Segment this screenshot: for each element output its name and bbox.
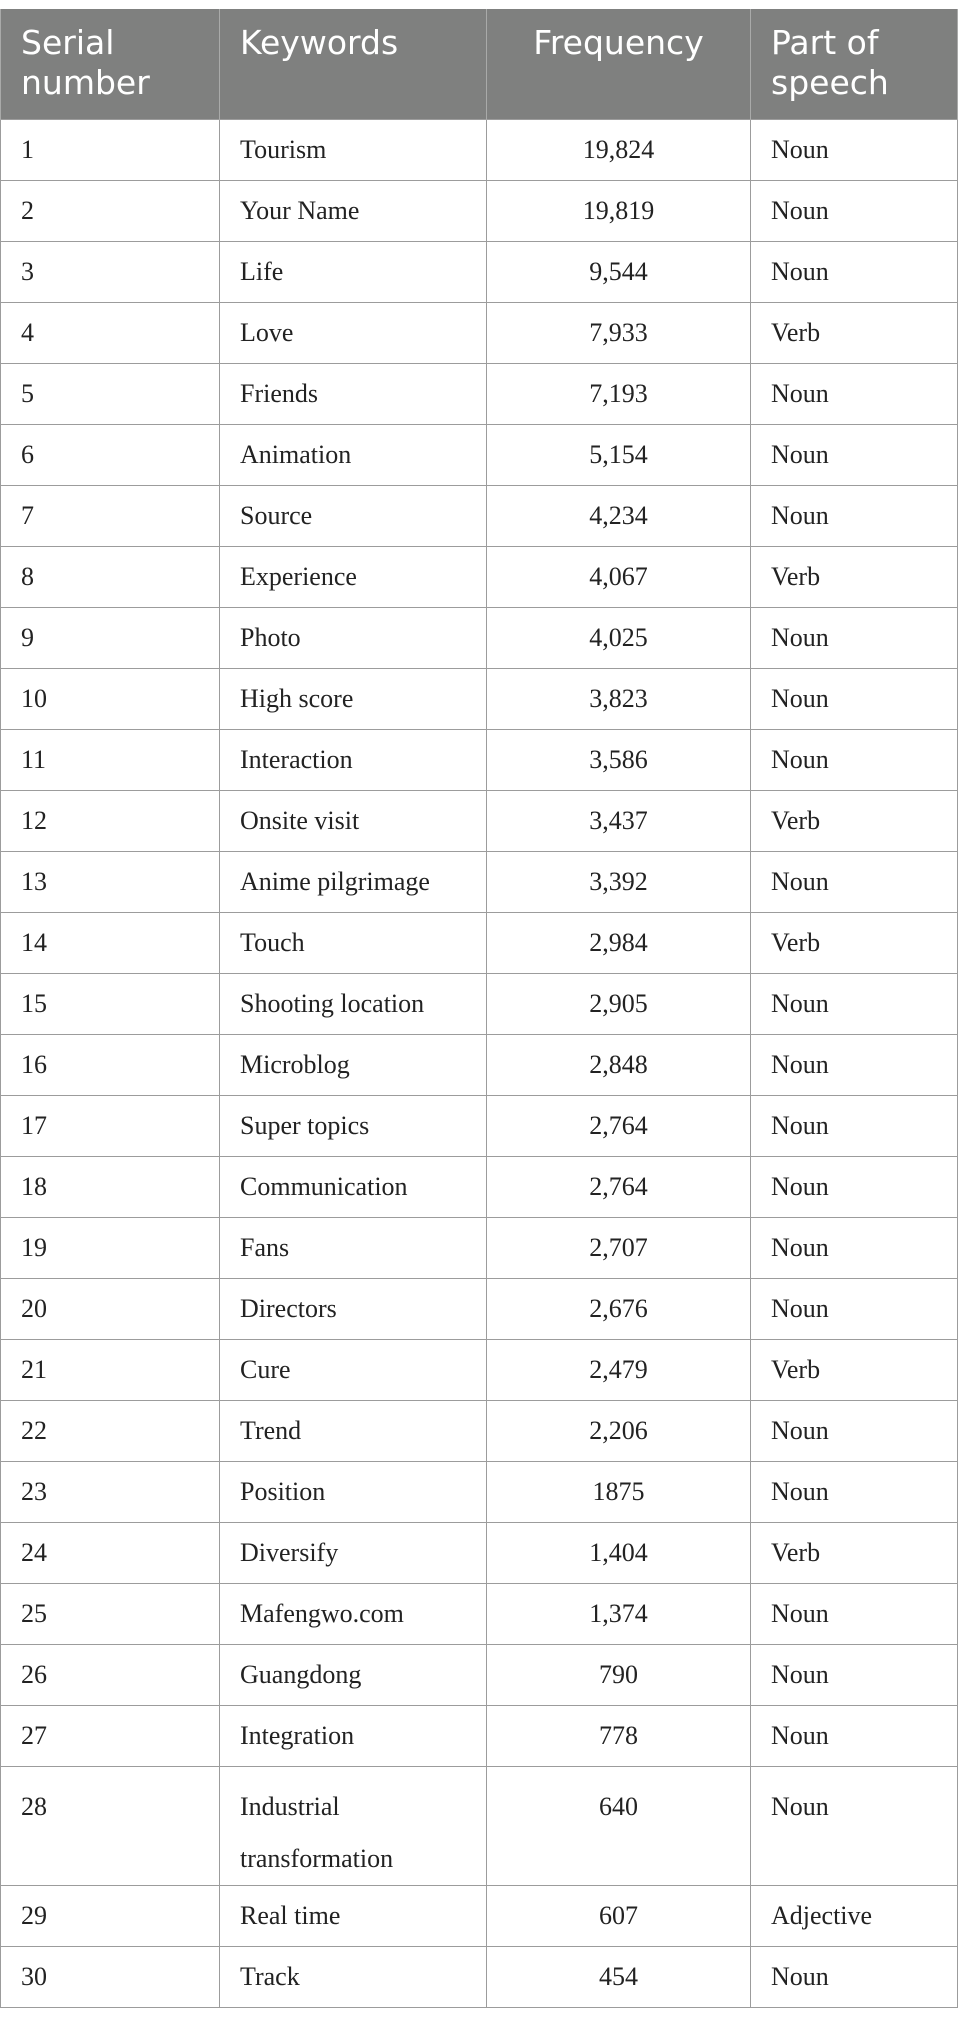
keyword-cell: Experience: [220, 546, 487, 607]
part-of-speech-cell: Verb: [751, 1339, 958, 1400]
keyword-cell: Love: [220, 302, 487, 363]
table-row: [1, 1278, 958, 1339]
keyword-cell: Mafengwo.com: [220, 1583, 487, 1644]
keyword-cell: Real time: [220, 1885, 487, 1946]
table-row: [1, 241, 958, 302]
frequency-cell: 5,154: [487, 424, 751, 485]
keyword-cell: Anime pilgrimage: [220, 851, 487, 912]
part-of-speech-cell: Noun: [751, 851, 958, 912]
keyword-line: Industrial: [240, 1791, 340, 1821]
keyword-cell: Shooting location: [220, 973, 487, 1034]
keyword-cell: High score: [220, 668, 487, 729]
keyword-cell: Cure: [220, 1339, 487, 1400]
frequency-cell: 2,984: [487, 912, 751, 973]
keyword-cell: Your Name: [220, 180, 487, 241]
part-of-speech-cell: Noun: [751, 973, 958, 1034]
keyword-cell: Trend: [220, 1400, 487, 1461]
part-of-speech-cell: Noun: [751, 1034, 958, 1095]
part-of-speech-cell: Noun: [751, 363, 958, 424]
part-of-speech-cell: Noun: [751, 485, 958, 546]
frequency-cell: 19,819: [487, 180, 751, 241]
part-of-speech-cell: Verb: [751, 302, 958, 363]
part-of-speech-cell: Verb: [751, 790, 958, 851]
table-row: [1, 1400, 958, 1461]
frequency-cell: 2,206: [487, 1400, 751, 1461]
frequency-cell: 4,025: [487, 607, 751, 668]
part-of-speech-cell: Noun: [751, 668, 958, 729]
part-of-speech-cell: Noun: [751, 424, 958, 485]
table-row: [1, 1705, 958, 1766]
serial-number-cell: 4: [1, 302, 220, 363]
frequency-cell: 3,823: [487, 668, 751, 729]
table-row: [1, 1644, 958, 1705]
serial-number-cell: 26: [1, 1644, 220, 1705]
serial-number-cell: 13: [1, 851, 220, 912]
table-row: [1, 1522, 958, 1583]
part-of-speech-cell: Verb: [751, 546, 958, 607]
table-row: [1, 363, 958, 424]
table-row: [1, 912, 958, 973]
keyword-cell: Communication: [220, 1156, 487, 1217]
frequency-cell: 607: [487, 1885, 751, 1946]
table-row: [1, 607, 958, 668]
part-of-speech-cell: Verb: [751, 912, 958, 973]
table-row: [1, 1217, 958, 1278]
frequency-cell: 2,707: [487, 1217, 751, 1278]
serial-number-cell: 28: [1, 1766, 220, 1885]
part-of-speech-cell: Noun: [751, 1278, 958, 1339]
serial-number-cell: 7: [1, 485, 220, 546]
serial-number-cell: 27: [1, 1705, 220, 1766]
part-of-speech-cell: Noun: [751, 1156, 958, 1217]
table-row: [1, 1946, 958, 2007]
table-row: [1, 119, 958, 180]
frequency-cell: 454: [487, 1946, 751, 2007]
table-row: [1, 1766, 958, 1885]
part-of-speech-cell: Noun: [751, 1583, 958, 1644]
keyword-cell: Position: [220, 1461, 487, 1522]
part-of-speech-cell: Noun: [751, 1946, 958, 2007]
frequency-cell: 7,933: [487, 302, 751, 363]
keyword-cell: Microblog: [220, 1034, 487, 1095]
keyword-cell: Tourism: [220, 119, 487, 180]
table-row: [1, 973, 958, 1034]
part-of-speech-cell: Noun: [751, 1217, 958, 1278]
serial-number-cell: 1: [1, 119, 220, 180]
table-row: [1, 1034, 958, 1095]
header-part-of-speech: [751, 9, 958, 119]
frequency-cell: 778: [487, 1705, 751, 1766]
table-body: [1, 119, 958, 2007]
keyword-cell: Track: [220, 1946, 487, 2007]
frequency-cell: 7,193: [487, 363, 751, 424]
header-keywords: Keywords: [220, 9, 487, 119]
part-of-speech-cell: Verb: [751, 1522, 958, 1583]
keyword-cell: Directors: [220, 1278, 487, 1339]
table-row: [1, 1156, 958, 1217]
frequency-cell: 2,479: [487, 1339, 751, 1400]
serial-number-cell: 16: [1, 1034, 220, 1095]
part-of-speech-cell: Noun: [751, 607, 958, 668]
serial-number-cell: 9: [1, 607, 220, 668]
keyword-line: transformation: [240, 1843, 394, 1873]
part-of-speech-cell: Noun: [751, 1766, 958, 1885]
serial-number-cell: 24: [1, 1522, 220, 1583]
keyword-cell: Friends: [220, 363, 487, 424]
header-serial-number: [1, 9, 220, 119]
frequency-cell: 4,234: [487, 485, 751, 546]
header-pos-line-2: speech: [771, 63, 889, 102]
serial-number-cell: 14: [1, 912, 220, 973]
keyword-cell: Diversify: [220, 1522, 487, 1583]
keyword-cell: Touch: [220, 912, 487, 973]
frequency-cell: 2,848: [487, 1034, 751, 1095]
serial-number-cell: 15: [1, 973, 220, 1034]
part-of-speech-cell: Noun: [751, 241, 958, 302]
table-row: [1, 1885, 958, 1946]
frequency-cell: 640: [487, 1766, 751, 1885]
table-row: [1, 1095, 958, 1156]
serial-number-cell: 20: [1, 1278, 220, 1339]
keyword-cell: Photo: [220, 607, 487, 668]
keyword-cell: [220, 1766, 487, 1885]
keyword-cell: Integration: [220, 1705, 487, 1766]
keywords-table: [0, 9, 958, 2008]
frequency-cell: 4,067: [487, 546, 751, 607]
part-of-speech-cell: Noun: [751, 1461, 958, 1522]
keyword-cell: Source: [220, 485, 487, 546]
keyword-cell: Interaction: [220, 729, 487, 790]
keyword-cell: Guangdong: [220, 1644, 487, 1705]
table-row: [1, 790, 958, 851]
serial-number-cell: 25: [1, 1583, 220, 1644]
frequency-cell: 1,404: [487, 1522, 751, 1583]
keyword-cell: Fans: [220, 1217, 487, 1278]
frequency-cell: 19,824: [487, 119, 751, 180]
serial-number-cell: 3: [1, 241, 220, 302]
table-row: [1, 180, 958, 241]
part-of-speech-cell: Noun: [751, 1644, 958, 1705]
serial-number-cell: 2: [1, 180, 220, 241]
table-header: [1, 9, 958, 119]
header-pos-line-1: Part of: [771, 23, 879, 62]
table-row: [1, 302, 958, 363]
part-of-speech-cell: Noun: [751, 1095, 958, 1156]
serial-number-cell: 12: [1, 790, 220, 851]
serial-number-cell: 10: [1, 668, 220, 729]
header-row: [1, 9, 958, 119]
table-row: [1, 668, 958, 729]
table-row: [1, 851, 958, 912]
serial-number-cell: 22: [1, 1400, 220, 1461]
frequency-cell: 2,676: [487, 1278, 751, 1339]
serial-number-cell: 21: [1, 1339, 220, 1400]
keyword-cell: Onsite visit: [220, 790, 487, 851]
table-row: [1, 546, 958, 607]
part-of-speech-cell: Adjective: [751, 1885, 958, 1946]
frequency-cell: 2,905: [487, 973, 751, 1034]
keyword-cell: Super topics: [220, 1095, 487, 1156]
serial-number-cell: 23: [1, 1461, 220, 1522]
part-of-speech-cell: Noun: [751, 1400, 958, 1461]
table-row: [1, 1583, 958, 1644]
table-row: [1, 1461, 958, 1522]
part-of-speech-cell: Noun: [751, 729, 958, 790]
header-serial-line-2: number: [21, 63, 150, 102]
serial-number-cell: 17: [1, 1095, 220, 1156]
serial-number-cell: 19: [1, 1217, 220, 1278]
frequency-cell: 2,764: [487, 1095, 751, 1156]
frequency-cell: 1875: [487, 1461, 751, 1522]
table-row: [1, 424, 958, 485]
serial-number-cell: 6: [1, 424, 220, 485]
header-frequency: Frequency: [487, 9, 751, 119]
serial-number-cell: 30: [1, 1946, 220, 2007]
keyword-cell: Animation: [220, 424, 487, 485]
frequency-cell: 2,764: [487, 1156, 751, 1217]
frequency-cell: 790: [487, 1644, 751, 1705]
frequency-cell: 9,544: [487, 241, 751, 302]
keyword-cell: Life: [220, 241, 487, 302]
frequency-cell: 3,392: [487, 851, 751, 912]
frequency-cell: 3,437: [487, 790, 751, 851]
part-of-speech-cell: Noun: [751, 1705, 958, 1766]
table-row: [1, 485, 958, 546]
table-row: [1, 1339, 958, 1400]
part-of-speech-cell: Noun: [751, 180, 958, 241]
serial-number-cell: 5: [1, 363, 220, 424]
frequency-cell: 1,374: [487, 1583, 751, 1644]
table-row: [1, 729, 958, 790]
part-of-speech-cell: Noun: [751, 119, 958, 180]
header-serial-line-1: Serial: [21, 23, 115, 62]
frequency-cell: 3,586: [487, 729, 751, 790]
serial-number-cell: 18: [1, 1156, 220, 1217]
serial-number-cell: 29: [1, 1885, 220, 1946]
serial-number-cell: 8: [1, 546, 220, 607]
serial-number-cell: 11: [1, 729, 220, 790]
